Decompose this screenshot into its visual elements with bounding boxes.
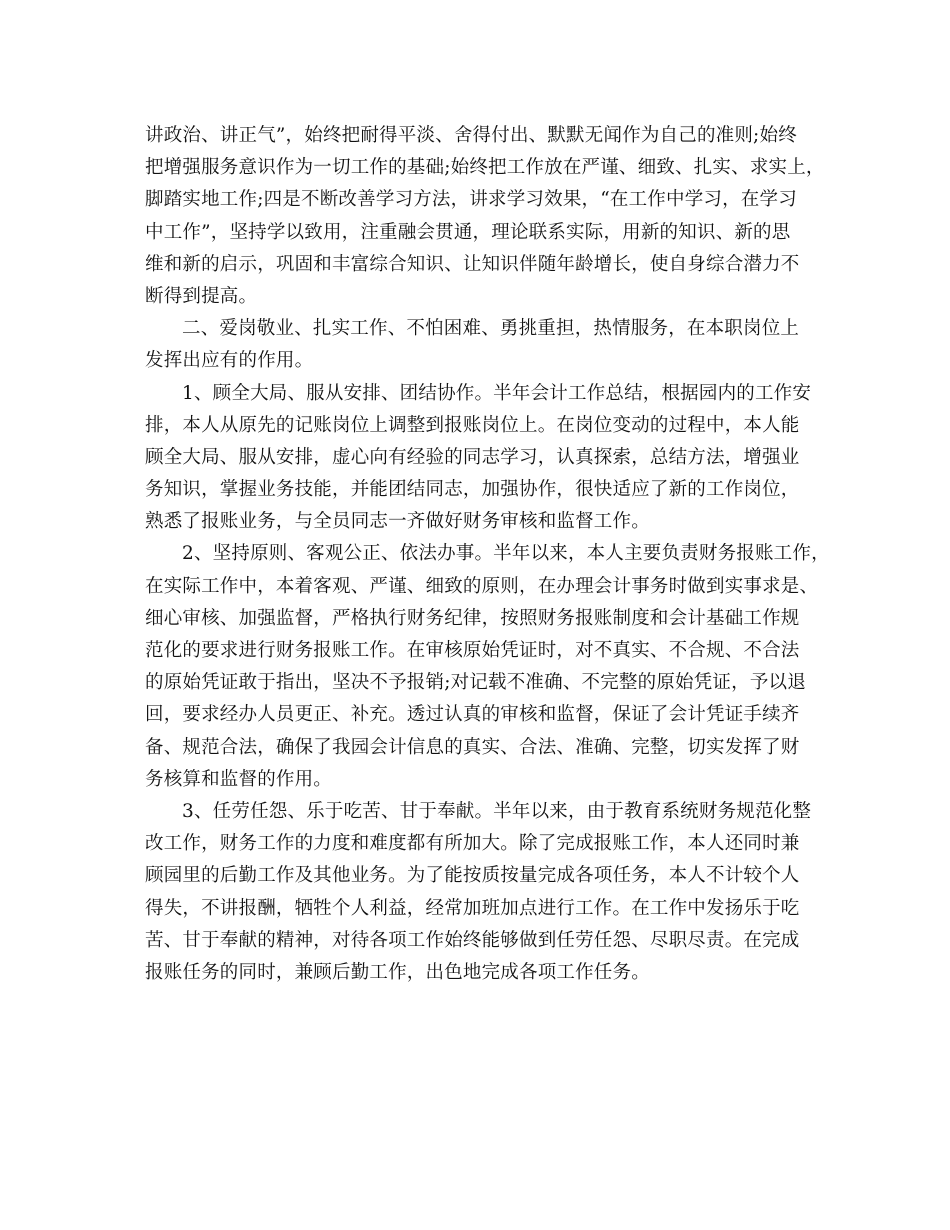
text-line: 回，要求经办人员更正、补充。透过认真的审核和监督，保证了会计凭证手续齐: [145, 704, 800, 726]
text-line: 备、规范合法，确保了我园会计信息的真实、合法、准确、完整，切实发挥了财: [145, 736, 800, 758]
text-line: 务知识，掌握业务技能，并能团结同志，加强协作，很快适应了新的工作岗位，: [145, 479, 800, 501]
text-line: 得失，不讲报酬，牺牲个人利益，经常加班加点进行工作。在工作中发扬乐于吃: [145, 897, 800, 919]
paragraph-2-start: 2、坚持原则、客观公正、依法办事。半年以来，本人主要负责财务报账工作，: [182, 543, 830, 565]
text-line: 排，本人从原先的记账岗位上调整到报账岗位上。在岗位变动的过程中，本人能: [145, 414, 800, 436]
text-line: 脚踏实地工作;四是不断改善学习方法，讲求学习效果，“在工作中学习，在学习: [145, 189, 797, 211]
document-body: [145, 120, 830, 989]
text-line: 苦、甘于奉献的精神，对待各项工作始终能够做到任劳任怨、尽职尽责。在完成: [145, 929, 800, 951]
section-heading-2: 二、爱岗敬业、扎实工作、不怕困难、勇挑重担，热情服务，在本职岗位上: [182, 318, 800, 340]
text-line: 中工作”，坚持学以致用，注重融会贯通，理论联系实际，用新的知识、新的思: [145, 221, 791, 243]
paragraph-3-start: 3、任劳任怨、乐于吃苦、甘于奉献。半年以来，由于教育系统财务规范化整: [182, 800, 812, 822]
text-line: 改工作，财务工作的力度和难度都有所加大。除了完成报账工作，本人还同时兼: [145, 833, 800, 855]
text-line: 维和新的启示，巩固和丰富综合知识、让知识伴随年龄增长，使自身综合潜力不: [145, 253, 800, 275]
text-line: 发挥出应有的作用。: [145, 350, 314, 372]
paragraph-1-start: 1、顾全大局、服从安排、团结协作。半年会计工作总结，根据园内的工作安: [182, 382, 812, 404]
text-line: 顾全大局、服从安排，虚心向有经验的同志学习，认真探索，总结方法，增强业: [145, 446, 800, 468]
text-line: 顾园里的后勤工作及其他业务。为了能按质按量完成各项任务，本人不计较个人: [145, 865, 800, 887]
text-line: 细心审核、加强监督，严格执行财务纪律，按照财务报账制度和会计基础工作规: [145, 607, 800, 629]
text-line: 范化的要求进行财务报账工作。在审核原始凭证时，对不真实、不合规、不合法: [145, 640, 800, 661]
text-line: 讲政治、讲正气”，始终把耐得平淡、舍得付出、默默无闻作为自己的准则;始终: [145, 125, 797, 146]
text-line: 把增强服务意识作为一切工作的基础;始终把工作放在严谨、细致、扎实、求实上，: [145, 157, 825, 179]
text-line: 熟悉了报账业务，与全员同志一齐做好财务审核和监督工作。: [145, 511, 650, 533]
text-line: 报账任务的同时，兼顾后勤工作，出色地完成各项工作任务。: [145, 961, 650, 983]
text-line: 断得到提高。: [145, 285, 258, 307]
text-line: 在实际工作中，本着客观、严谨、细致的原则，在办理会计事务时做到实事求是、: [145, 575, 819, 597]
text-line: 的原始凭证敢于指出，坚决不予报销;对记载不准确、不完整的原始凭证，予以退: [145, 672, 806, 694]
text-line: 务核算和监督的作用。: [145, 768, 333, 790]
